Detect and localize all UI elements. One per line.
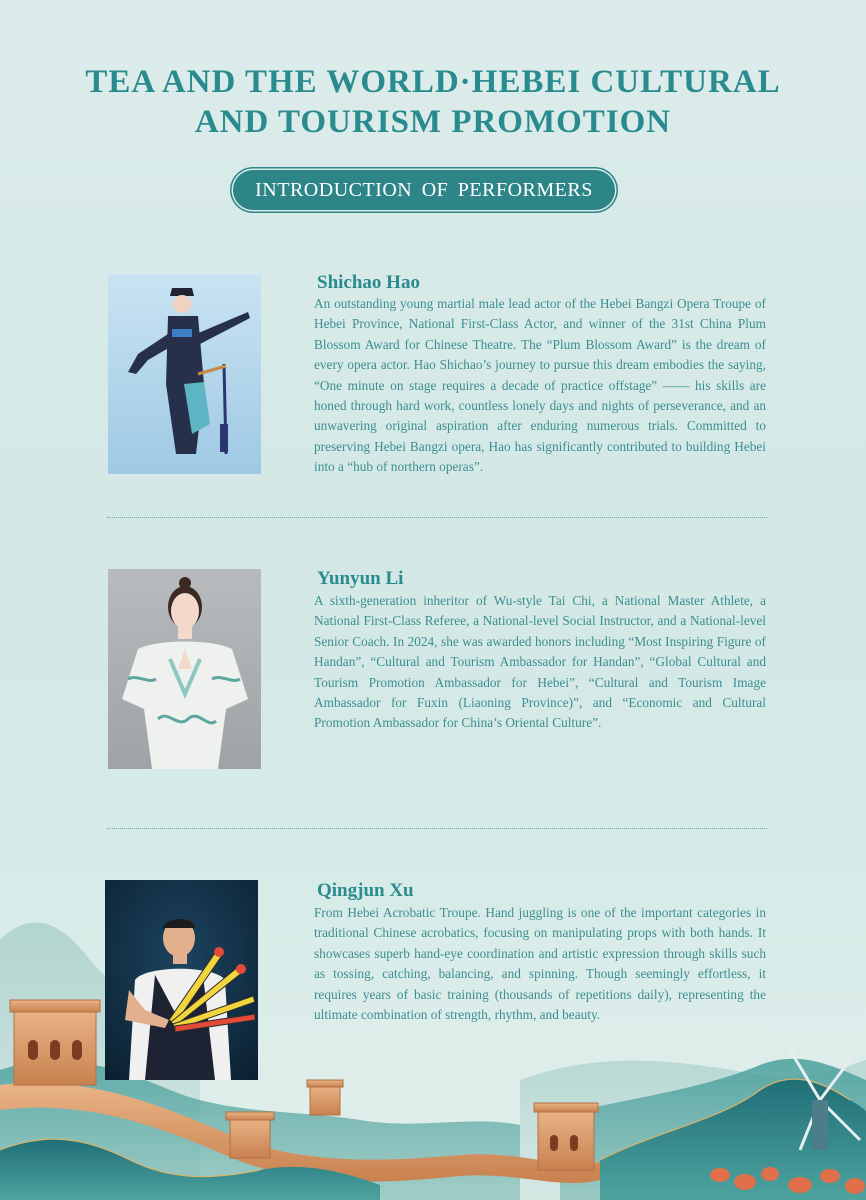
performer-photo-qingjun-xu <box>105 880 258 1080</box>
opera-performer-photo-icon <box>108 274 261 474</box>
page-title <box>0 62 866 142</box>
performer-photo-shichao-hao <box>108 274 261 474</box>
performer-bio: A sixth-generation inheritor of Wu-style Tai Chi, a National Master Athlete, a National First-Class Referee, a National-level Social Instructor, and a National-level Senior Coach. In 2024, she was awarded honors including “Most Inspiring Figure of Handan”, “Cultural and Tourism Ambassador for Handan”, “Global Cultural and Tourism Promotion Ambassador for Hebei”, “Cultural and Tourism Image Ambassador for Fuxin (Liaoning Province)”, and “Economic and Cultural Promotion Ambassador for China’s Oriental Culture”. <box>314 593 766 731</box>
tai-chi-master-photo-icon <box>108 569 261 769</box>
performer-name: Shichao Hao <box>317 272 420 293</box>
performer-photo-yunyun-li <box>108 569 261 769</box>
juggler-photo-icon <box>105 880 258 1080</box>
section-divider <box>107 517 767 518</box>
page-title-line-2: AND TOURISM PROMOTION <box>194 104 672 140</box>
performer-name: Yunyun Li <box>317 568 404 589</box>
performer-bio: An outstanding young martial male lead actor of the Hebei Bangzi Opera Troupe of Hebei Province, National First-Class Actor, and winner of the 31st China Plum Blossom Award for Chinese Theatre. The “Plum Blossom Award” is the dream of every opera actor. Hao Shichao’s journey to pursue this dream embodies the saying, “One minute on stage requires a decade of practice offstage” —— his skills are honed through hard work, countless lonely days and nights of perseverance, and an unwavering original aspiration after enduring numerous trials. Committed to preserving Hebei Bangzi opera, Hao has significantly contributed to building Hebei into a “hub of northern operas”. <box>314 296 766 475</box>
section-heading-badge: INTRODUCTION OF PERFORMERS <box>233 170 615 210</box>
performer-bio: From Hebei Acrobatic Troupe. Hand juggling is one of the important categories in traditional Chinese acrobatics, focusing on manipulating props with both hands. It showcases superb hand-eye coordination and artistic expression through skills such as tossing, catching, balancing, and spinning. Though seemingly effortless, it requires years of basic training (thousands of repetitions daily), representing the ultimate combination of strength, rhythm, and beauty. <box>314 905 766 1023</box>
section-divider <box>107 828 767 829</box>
page-title-line-1: TEA AND THE WORLD·HEBEI CULTURAL <box>85 64 781 100</box>
performer-name: Qingjun Xu <box>317 880 414 901</box>
